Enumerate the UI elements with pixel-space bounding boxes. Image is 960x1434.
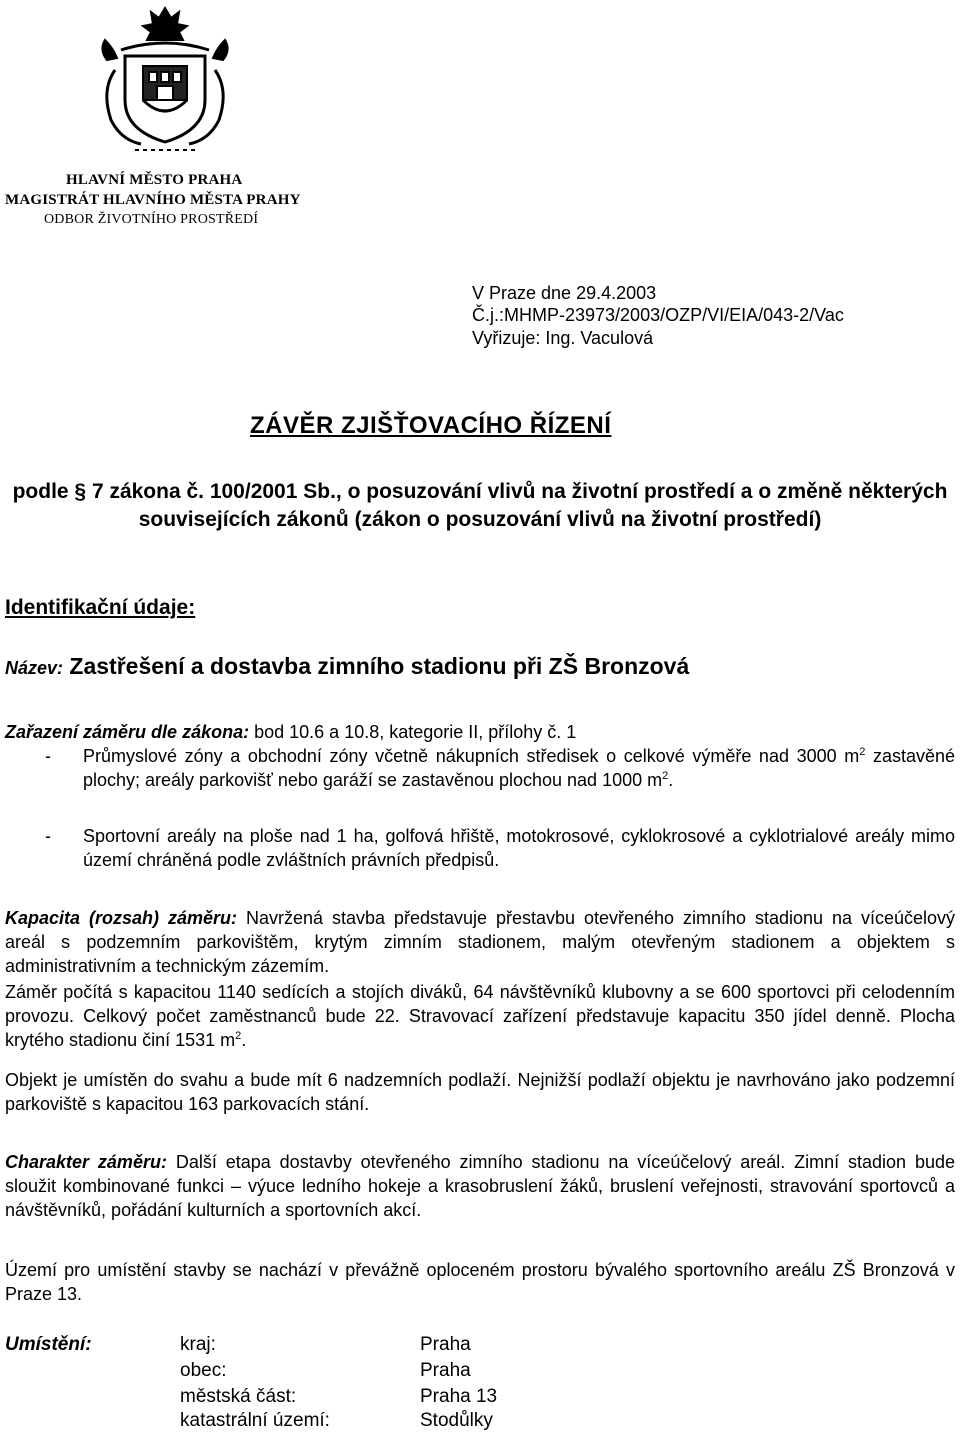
reference-number: Č.j.:MHMP-23973/2003/OZP/VI/EIA/043-2/Vac xyxy=(472,305,844,325)
location-key-region: kraj: xyxy=(180,1334,216,1355)
classification-bullet-sports: - Sportovní areály na ploše nad 1 ha, golfová hřiště, motokrosové, cyklokrosové a cyklotrialové areály mimo území chráněná podle zvláštních právních předpisů. xyxy=(45,826,955,870)
character-label: Charakter záměru: xyxy=(5,1152,167,1172)
location-key-district: městská část: xyxy=(180,1386,297,1407)
capacity-section xyxy=(5,906,955,978)
project-name-value: Zastřešení a dostavba zimního stadionu při ZŠ Bronzová xyxy=(69,653,690,679)
location-value-region: Praha xyxy=(420,1334,471,1355)
classification-label: Zařazení záměru dle zákona: xyxy=(5,722,250,742)
capacity-text-2: Záměr počítá s kapacitou 1140 sedících a stojích diváků, 64 návštěvníků klubovny a se 600 sportovci při celodenním provozu. Celkový počet zaměstnanců bude 22. Stravovací zařízení představuje kapacitu 350 jídel denně. Plocha krytého stadionu činí 1531 $m^2$. xyxy=(5,982,955,1050)
classification-row xyxy=(5,720,955,744)
character-text-2: Území pro umístění stavby se nachází v převážně oploceném prostoru bývalého sportovního areálu ZŠ Bronzová v Praze 13. xyxy=(5,1260,955,1304)
document-date: V Praze dne 29.4.2003 xyxy=(472,283,657,303)
org-line-magistrate: MAGISTRÁT HLAVNÍHO MĚSTA PRAHY xyxy=(5,192,301,208)
org-line-department: ODBOR ŽIVOTNÍHO PROSTŘEDÍ xyxy=(44,212,259,227)
law-reference: podle § 7 zákona č. 100/2001 Sb., o posuzování vlivů na životní prostředí a o změně některých souvisejících zákonů (zákon o posuzování vlivů na životní prostředí) xyxy=(12,480,948,531)
project-name-row xyxy=(5,653,689,680)
capacity-label: Kapacita (rozsah) záměru: xyxy=(5,908,237,928)
classification-bullet-industrial: - Průmyslové zóny a obchodní zóny včetně nákupních středisek o celkové výměře nad 3000 $m^2$ zastavěné plochy; areály parkovišť nebo garáží se zastavěnou plochou nad 1000 $m^2$. xyxy=(45,746,956,790)
location-value-cadastral: Stodůlky xyxy=(420,1410,493,1431)
location-value-district: Praha 13 xyxy=(420,1386,498,1407)
capacity-text-3: Objekt je umístěn do svahu a bude mít 6 nadzemních podlaží. Nejnižší podlaží objektu je navrhováno jako podzemní parkoviště s kapacitou 163 parkovacích stání. xyxy=(5,1070,955,1114)
classification-value: bod 10.6 a 10.8, kategorie II, přílohy č. 1 xyxy=(254,722,577,742)
org-line-city: HLAVNÍ MĚSTO PRAHA xyxy=(66,172,243,188)
character-section xyxy=(5,1150,955,1222)
document-title: ZÁVĚR ZJIŠŤOVACÍHO ŘÍZENÍ xyxy=(250,412,612,439)
identification-heading: Identifikační údaje: xyxy=(5,596,196,619)
prague-coat-of-arms-emblem xyxy=(85,0,245,160)
capacity-text-1: Navržená stavba představuje přestavbu otevřeného zimního stadionu na víceúčelový areál s podzemním parkovištěm, krytým zimním stadionem, malým otevřeným stadionem a objektem s administrativním a technickým zázemím. xyxy=(5,908,956,976)
project-name-label: Název: xyxy=(5,658,64,678)
location-value-municipality: Praha xyxy=(420,1360,471,1381)
location-label: Umístění: xyxy=(5,1334,92,1355)
location-key-cadastral: katastrální území: xyxy=(180,1410,330,1431)
location-key-municipality: obec: xyxy=(180,1360,227,1381)
character-text-1: Další etapa dostavby otevřeného zimního stadionu na víceúčelový areál. Zimní stadion bude sloužit kombinované funkci – výuce ledního hokeje a krasobruslení žáků, bruslení veřejnosti, stravování sportovců a návštěvníků, pořádání kulturních a sportovních akcí. xyxy=(5,1152,955,1220)
handled-by: Vyřizuje: Ing. Vaculová xyxy=(472,328,654,348)
